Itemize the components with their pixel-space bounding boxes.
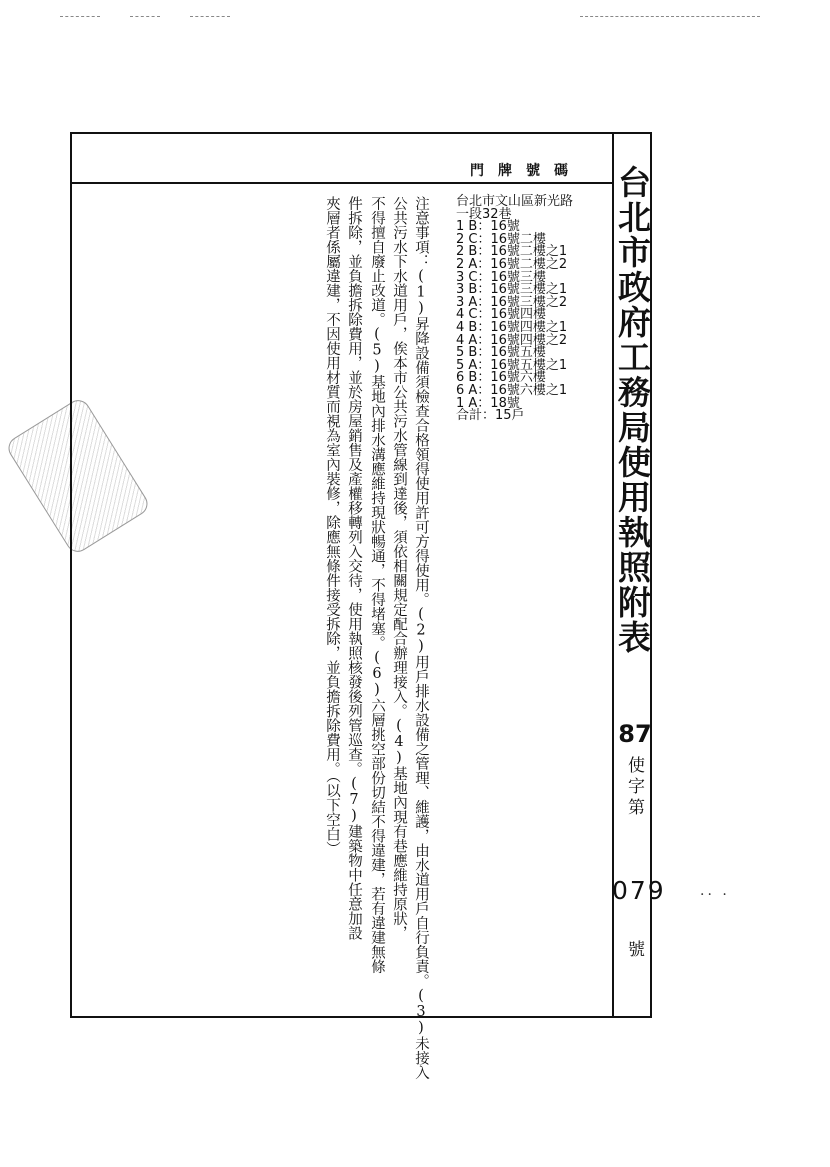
header-divider <box>72 182 612 184</box>
doorplate-entry: 1 A：18號 <box>456 395 520 411</box>
notes-line-2: 公共污水下水道用戶，俟本市公共污水管線到達後，須依相關規定配合辦理接入。(4)基地內現有巷應維持原狀， <box>391 196 407 940</box>
doorplate-list <box>456 196 573 423</box>
doorplate-header: 門牌號碼 <box>470 163 582 179</box>
doorplate-entry: 3 B：16號三樓之1 <box>456 282 568 298</box>
doorplate-entry: 2 B：16號二樓之1 <box>456 244 568 260</box>
doorplate-street: 台北市文山區新光路 <box>456 194 574 209</box>
permit-suffix: 號 <box>624 940 644 957</box>
notes-line-5: 夾層者係屬違建，不因使用材質而視為室內裝修，除應無條件接受拆除，並負擔拆除費用。（以下空白） <box>324 196 340 856</box>
notes-line-3: 不得擅自廢止改道。(5)基地內排水溝應維持現狀暢通，不得堵塞。(6)六層挑空部份切結不得違建，若有違建無條 <box>369 196 385 974</box>
scan-artifact-marks <box>60 16 760 20</box>
scan-artifact-dots: ·· · <box>700 887 730 903</box>
doorplate-entry: 6 A：16號六樓之1 <box>456 382 568 398</box>
doorplate-entry: 6 B：16號六樓 <box>456 370 546 386</box>
doorplate-entry: 5 A：16號五樓之1 <box>456 357 568 373</box>
doorplate-entry: 2 C：16號二樓 <box>456 231 547 247</box>
doorplate-entry: 4 A：16號四樓之2 <box>456 332 568 348</box>
doorplate-lane: 一段32巷 <box>456 206 512 222</box>
permit-year: 87 <box>618 720 652 748</box>
notes-line-4: 件拆除，並負擔拆除費用，並於房屋銷售及產權移轉列入交待，使用執照核發後列管巡查。(7)建築物中任意加設 <box>346 196 362 940</box>
doorplate-entry: 1 B：16號 <box>456 219 520 235</box>
doorplate-entry: 5 B：16號五樓 <box>456 345 546 361</box>
document-title: 台北市政府工務局使用執照附表 <box>613 165 652 655</box>
doorplate-total: 合計：15戶 <box>456 408 525 424</box>
doorplate-entry: 3 C：16號三樓 <box>456 269 547 285</box>
permit-label: 使字第 <box>624 756 644 819</box>
doorplate-entry: 4 B：16號四樓之1 <box>456 319 568 335</box>
doorplate-entry: 2 A：16號二樓之2 <box>456 256 568 272</box>
doorplate-entry: 4 C：16號四樓 <box>456 307 547 323</box>
notes-line-1: 注意事項：(1)昇降設備須檢查合格領得使用許可方得使用。(2)用戶排水設備之管理、維護，由水道用戶自行負責。(3)未接入 <box>413 196 429 1080</box>
permit-serial: 079 <box>612 876 666 905</box>
doorplate-entry: 3 A：16號三樓之2 <box>456 294 568 310</box>
